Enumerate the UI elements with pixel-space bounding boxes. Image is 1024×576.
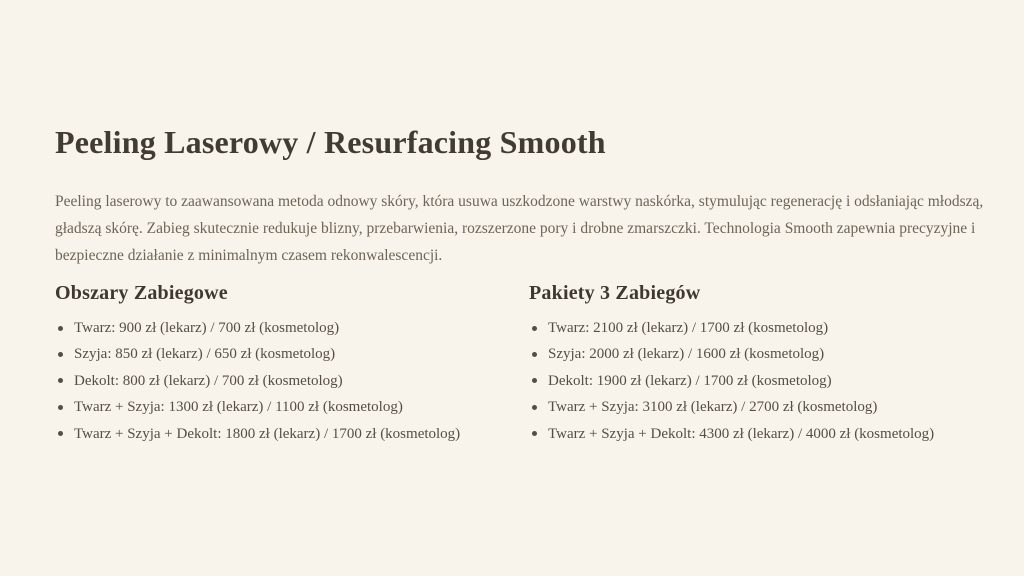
section-heading-treatment-areas: Obszary Zabiegowe [55, 282, 228, 304]
list-item [55, 394, 529, 420]
list-item [529, 341, 975, 367]
list-item-text: Twarz + Szyja + Dekolt: 1800 zł (lekarz) / 1700 zł (kosmetolog) [74, 425, 461, 442]
list-item [55, 368, 529, 394]
list-item-text: Dekolt: 800 zł (lekarz) / 700 zł (kosmetolog) [74, 372, 343, 389]
bullet-icon [532, 431, 537, 436]
intro-line: gładszą skórę. Zabieg skutecznie redukuje blizny, przebarwienia, rozszerzone pory i drobne zmarszczki. Technologia Smooth zapewnia precyzyjne i [55, 220, 976, 237]
bullet-icon [58, 378, 63, 383]
list-item-text: Twarz + Szyja: 1300 zł (lekarz) / 1100 zł (kosmetolog) [74, 399, 403, 416]
list-item [55, 315, 529, 341]
price-list-packages [529, 315, 975, 447]
list-item-text: Twarz: 2100 zł (lekarz) / 1700 zł (kosmetolog) [548, 320, 829, 336]
bullet-icon [58, 352, 63, 357]
bullet-icon [58, 431, 63, 436]
list-item [529, 315, 975, 341]
page-title: Peeling Laserowy / Resurfacing Smooth [55, 124, 606, 160]
list-item-text: Twarz + Szyja + Dekolt: 4300 zł (lekarz) / 4000 zł (kosmetolog) [548, 425, 935, 442]
list-item [529, 421, 975, 447]
bullet-icon [532, 326, 537, 331]
list-item [55, 421, 529, 447]
bullet-icon [58, 326, 63, 331]
list-item-text: Dekolt: 1900 zł (lekarz) / 1700 zł (kosmetolog) [548, 372, 832, 389]
bullet-icon [58, 405, 63, 410]
list-item [55, 341, 529, 367]
section-heading-packages: Pakiety 3 Zabiegów [529, 282, 701, 304]
price-list-treatment-areas [55, 315, 529, 447]
bullet-icon [532, 352, 537, 357]
section-packages [529, 281, 975, 447]
list-item-text: Szyja: 850 zł (lekarz) / 650 zł (kosmetolog) [74, 346, 336, 363]
bullet-icon [532, 378, 537, 383]
list-item-text: Twarz: 900 zł (lekarz) / 700 zł (kosmetolog) [74, 320, 340, 336]
intro-paragraph [55, 188, 984, 269]
page-content [55, 0, 984, 447]
list-item [529, 394, 975, 420]
section-treatment-areas [55, 281, 529, 447]
pricing-columns [55, 281, 975, 447]
intro-line: Peeling laserowy to zaawansowana metoda odnowy skóry, która usuwa uszkodzone warstwy naskórka, stymulując regenerację i odsłaniając młodszą, [55, 193, 984, 210]
list-item-text: Szyja: 2000 zł (lekarz) / 1600 zł (kosmetolog) [548, 346, 825, 363]
bullet-icon [532, 405, 537, 410]
list-item [529, 368, 975, 394]
intro-line: bezpieczne działanie z minimalnym czasem rekonwalescencji. [55, 247, 443, 264]
list-item-text: Twarz + Szyja: 3100 zł (lekarz) / 2700 zł (kosmetolog) [548, 399, 878, 416]
